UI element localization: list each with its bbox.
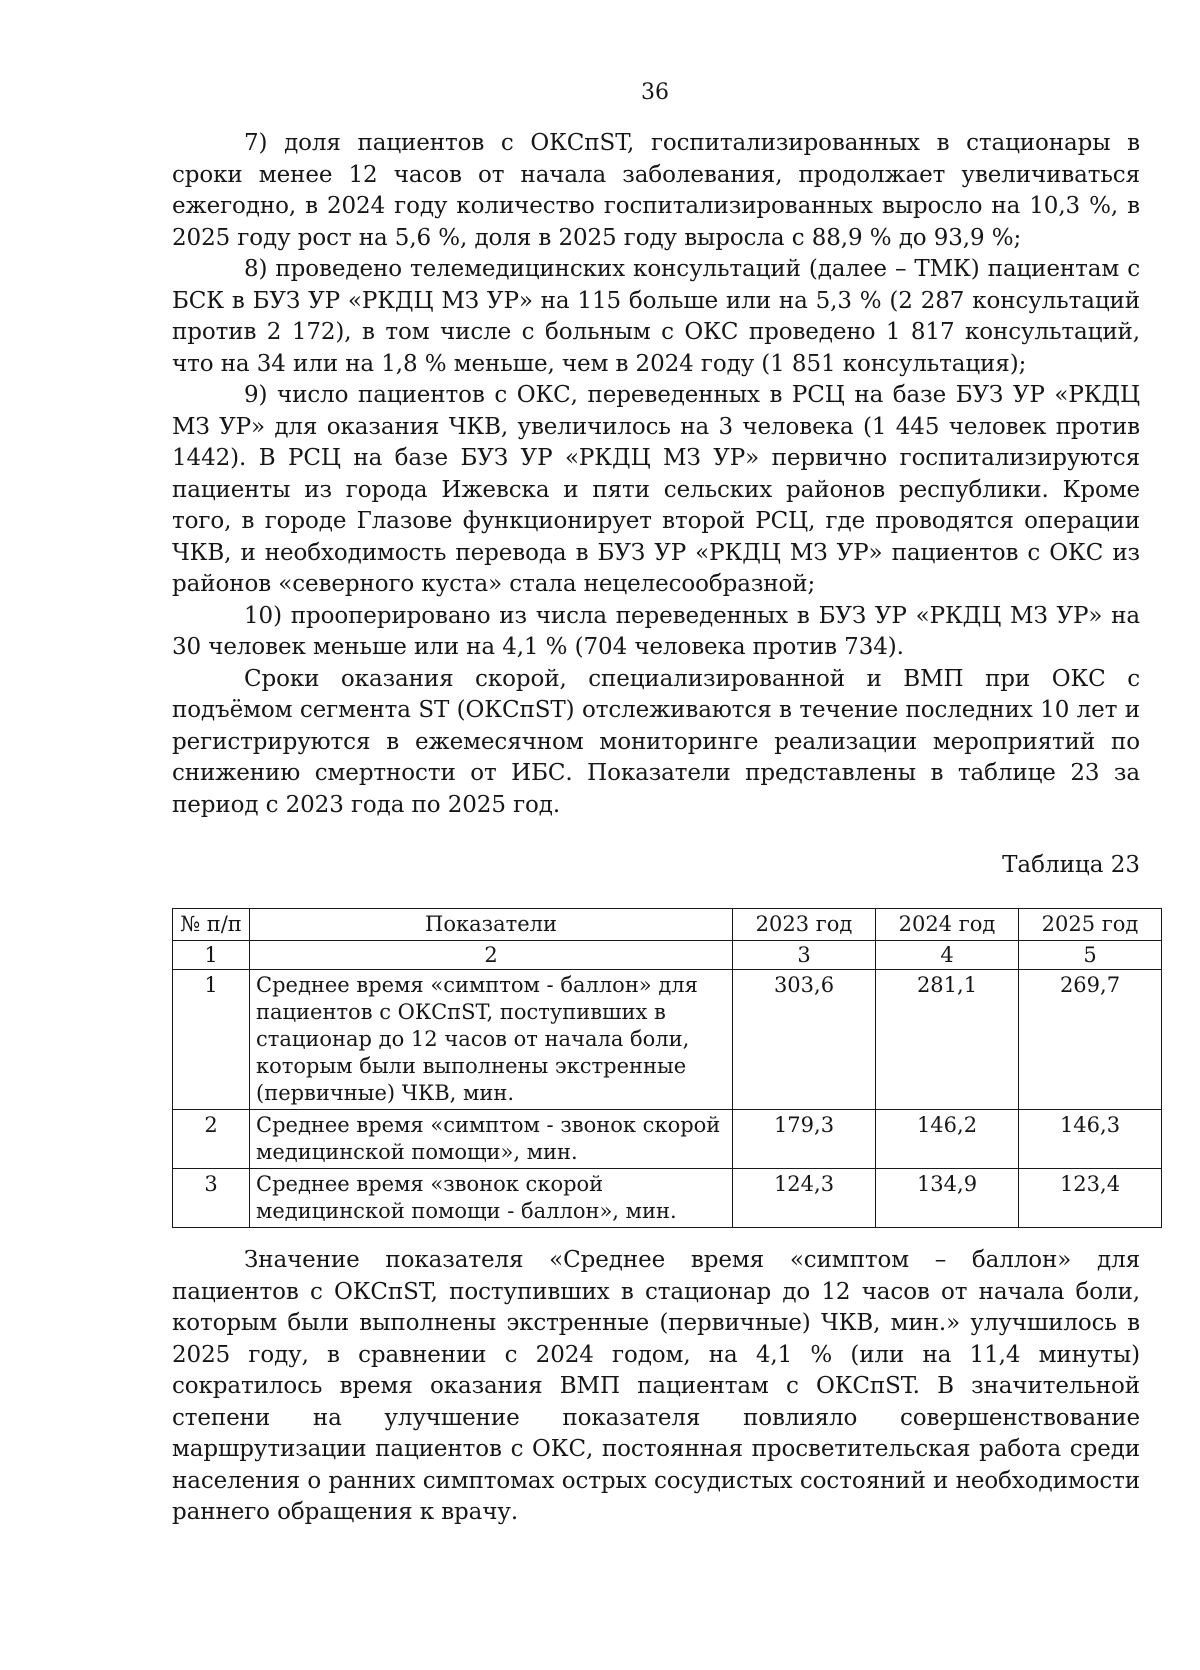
table-header-row	[173, 909, 1162, 941]
table-row	[173, 1169, 1162, 1228]
value-2023: 124,3	[733, 1169, 876, 1228]
value-2025: 269,7	[1019, 970, 1162, 1110]
body-text-bottom	[172, 1245, 1140, 1529]
index-cell: 1	[173, 941, 250, 970]
paragraph-item-10: 10) прооперировано из числа переведенных в БУЗ УР «РКДЦ МЗ УР» на 30 человек меньше или на 4,1 % (704 человека против 734).	[172, 602, 1140, 660]
value-2025: 146,3	[1019, 1110, 1162, 1169]
index-cell: 2	[250, 941, 733, 970]
header-2025: 2025 год	[1019, 909, 1162, 941]
page-number: 36	[641, 80, 669, 105]
indicators-table	[172, 908, 1162, 1228]
paragraph-item-8: 8) проведено телемедицинских консультаций (далее – ТМК) пациентам с БСК в БУЗ УР «РКДЦ МЗ УР» на 115 больше или на 5,3 % (2 287 консультаций против 2 172), в том числе с больным с ОКС проведено 1 817 консультаций, что на 34 или на 1,8 % меньше, чем в 2024 году (1 851 консультация);	[172, 256, 1140, 377]
paragraph-item-9: 9) число пациентов с ОКС, переведенных в РСЦ на базе БУЗ УР «РКДЦ МЗ УР» для оказания ЧКВ, увеличилось на 3 человека (1 445 человек против 1442). В РСЦ на базе БУЗ УР «РКДЦ МЗ УР» первично госпитализируются пациенты из города Ижевска и пяти сельских районов республики. Кроме того, в городе Глазове функционирует второй РСЦ, где проводятся операции ЧКВ, и необходимость перевода в БУЗ УР «РКДЦ МЗ УР» пациентов с ОКС из районов «северного куста» стала нецелесообразной;	[172, 382, 1140, 597]
header-indicators: Показатели	[250, 909, 733, 941]
index-cell: 3	[733, 941, 876, 970]
paragraph-conclusion: Значение показателя «Среднее время «симптом – баллон» для пациентов с ОКСпST, поступивших в стационар до 12 часов от начала боли, которым были выполнены экстренные (первичные) ЧКВ, мин.» улучшилось в 2025 году, в сравнении с 2024 годом, на 4,1 % (или на 11,4 минуты) сократилось время оказания ВМП пациентам с ОКСпST. В значительной степени на улучшение показателя повлияло совершенствование маршрутизации пациентов с ОКС, постоянная просветительская работа среди населения о ранних симптомах острых сосудистых состояний и необходимости раннего обращения к врачу.	[172, 1247, 1140, 1525]
index-cell: 5	[1019, 941, 1162, 970]
row-number: 3	[173, 1169, 250, 1228]
value-2024: 134,9	[876, 1169, 1019, 1228]
table-index-row	[173, 941, 1162, 970]
value-2024: 281,1	[876, 970, 1019, 1110]
row-indicator-name: Среднее время «симптом - звонок скорой медицинской помощи», мин.	[250, 1110, 733, 1169]
row-indicator-name: Среднее время «симптом - баллон» для пациентов с ОКСпST, поступивших в стационар до 12 часов от начала боли, которым были выполнены экстренные (первичные) ЧКВ, мин.	[250, 970, 733, 1110]
row-number: 1	[173, 970, 250, 1110]
row-number: 2	[173, 1110, 250, 1169]
index-cell: 4	[876, 941, 1019, 970]
header-num: № п/п	[173, 909, 250, 941]
table-caption: Таблица 23	[1002, 852, 1140, 878]
header-2024: 2024 год	[876, 909, 1019, 941]
table-row	[173, 1110, 1162, 1169]
value-2023: 179,3	[733, 1110, 876, 1169]
value-2025: 123,4	[1019, 1169, 1162, 1228]
paragraph-table-intro: Сроки оказания скорой, специализированной и ВМП при ОКС с подъёмом сегмента ST (ОКСпST) отслеживаются в течение последних 10 лет и регистрируются в ежемесячном мониторинге реализации мероприятий по снижению смертности от ИБС. Показатели представлены в таблице 23 за период с 2023 года по 2025 год.	[172, 665, 1140, 818]
header-2023: 2023 год	[733, 909, 876, 941]
body-text-top	[172, 128, 1140, 821]
value-2024: 146,2	[876, 1110, 1019, 1169]
value-2023: 303,6	[733, 970, 876, 1110]
paragraph-item-7: 7) доля пациентов с ОКСпST, госпитализированных в стационары в сроки менее 12 часов от начала заболевания, продолжает увеличиваться ежегодно, в 2024 году количество госпитализированных выросло на 10,3 %, в 2025 году рост на 5,6 %, доля в 2025 году выросла с 88,9 % до 93,9 %;	[172, 130, 1140, 251]
row-indicator-name: Среднее время «звонок скорой медицинской помощи - баллон», мин.	[250, 1169, 733, 1228]
table-row	[173, 970, 1162, 1110]
